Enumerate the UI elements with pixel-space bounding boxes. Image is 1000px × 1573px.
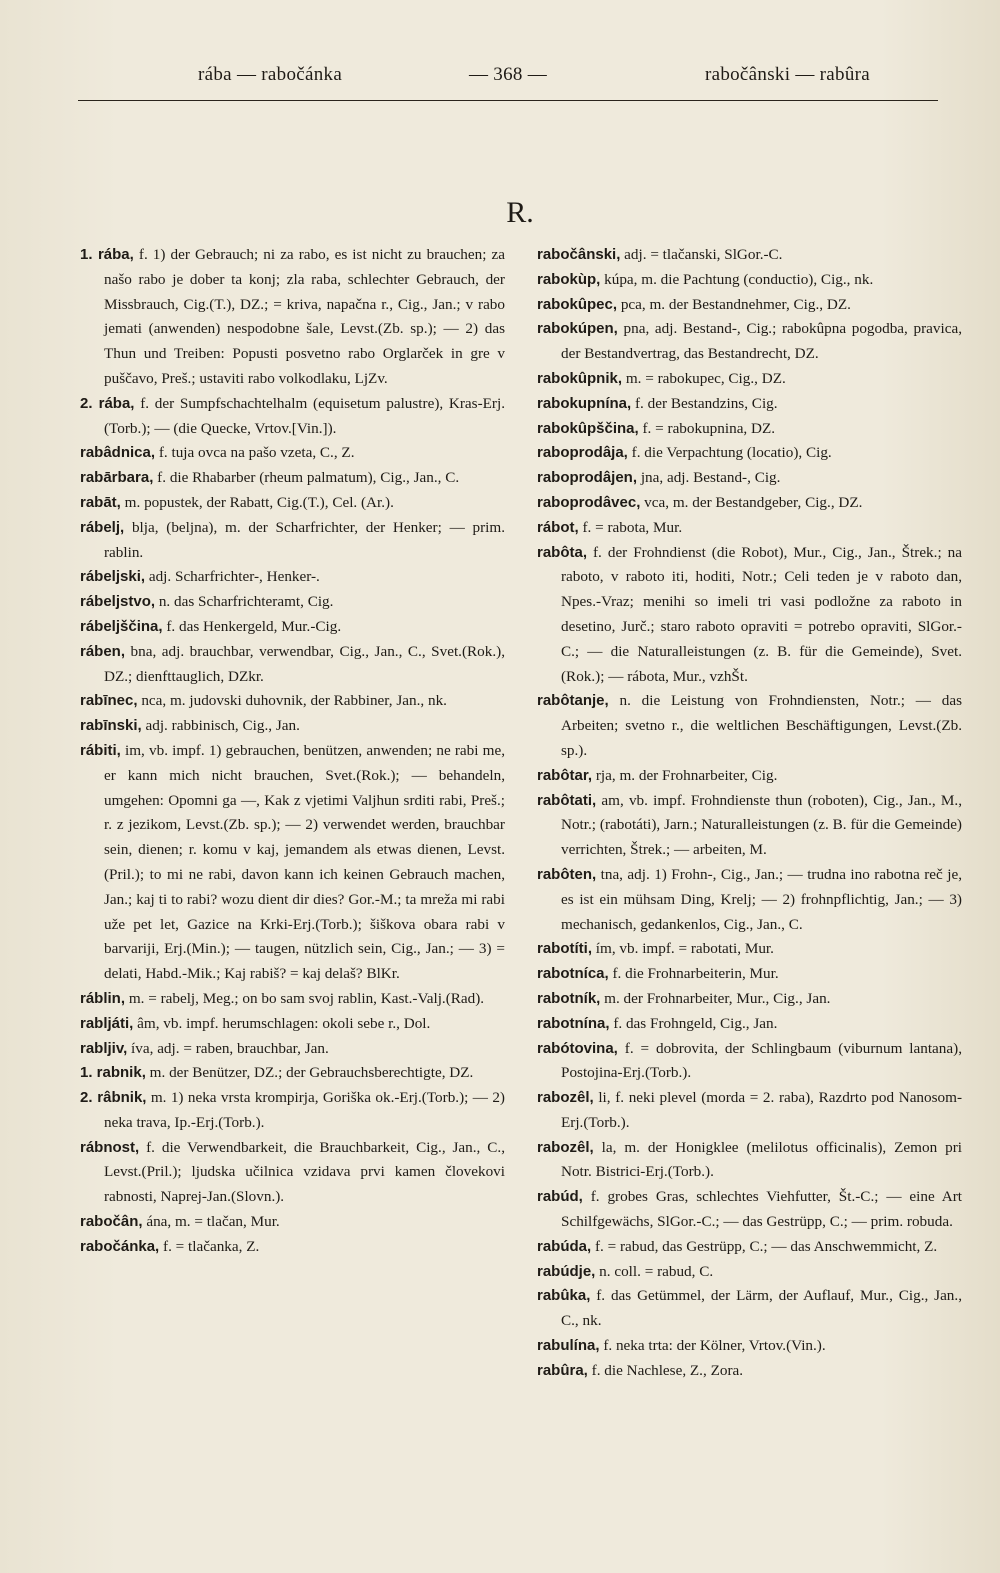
- entry-definition: m. 1) neka vrsta krompirja, Goriška ok.-Erj.(Torb.); — 2) neka trava, Ip.-Erj.(Torb.).: [104, 1089, 505, 1131]
- dictionary-entry: [80, 689, 505, 714]
- entry-definition: pca, m. der Bestandnehmer, Cig., DZ.: [617, 295, 851, 313]
- dictionary-entry: [80, 466, 505, 491]
- dictionary-entry: [537, 466, 962, 491]
- entry-headword: ráblin,: [80, 989, 126, 1007]
- dictionary-entry: [80, 590, 505, 615]
- dictionary-entry: [537, 689, 962, 763]
- dictionary-entry: [80, 392, 505, 442]
- dictionary-entry: [537, 268, 962, 293]
- entry-definition: n. coll. = rabud, C.: [595, 1262, 714, 1280]
- entry-definition: adj. rabbinisch, Cig., Jan.: [141, 717, 300, 735]
- entry-headword: rabokùp,: [537, 270, 601, 288]
- entry-headword: 2. râbnik,: [80, 1089, 147, 1107]
- dictionary-entry: [537, 1284, 962, 1334]
- entry-headword: rabôta,: [537, 543, 588, 561]
- entry-headword: rabulína,: [537, 1337, 600, 1355]
- entry-headword: rábiti,: [80, 741, 121, 759]
- entry-definition: f. grobes Gras, schlechtes Viehfutter, Št.-C.; — eine Art Schilfgewächs, SlGor.-C.; — das Gestrüpp, C.; — prim. robuda.: [561, 1188, 962, 1231]
- dictionary-entry: [537, 1012, 962, 1037]
- dictionary-entry: [537, 1136, 962, 1186]
- entry-headword: rabâdnica,: [80, 444, 156, 462]
- dictionary-entry: [80, 243, 505, 392]
- entry-headword: rabúd,: [537, 1188, 583, 1206]
- right-column: [537, 243, 962, 1384]
- entry-headword: 1. rába,: [80, 246, 134, 263]
- entry-headword: rábeljščina,: [80, 617, 163, 635]
- dictionary-entry: [537, 1359, 962, 1384]
- entry-headword: rábeljski,: [80, 568, 146, 586]
- entry-definition: f. tuja ovca na pašo vzeta, C., Z.: [155, 444, 355, 462]
- entry-headword: rabôtar,: [537, 766, 593, 784]
- entry-headword: raboprodâjen,: [537, 469, 638, 487]
- dictionary-entry: [80, 714, 505, 739]
- entry-headword: ráben,: [80, 642, 126, 660]
- dictionary-entry: [537, 1235, 962, 1260]
- dictionary-entry: [80, 1235, 505, 1260]
- entry-definition: ím, vb. impf. = rabotati, Mur.: [592, 940, 774, 958]
- entry-definition: rja, m. der Frohnarbeiter, Cig.: [592, 766, 778, 784]
- entry-headword: rábnost,: [80, 1138, 140, 1156]
- header-right-guide-words: rabočânski — rabûra: [704, 64, 870, 85]
- dictionary-entry: [537, 962, 962, 987]
- entry-headword: rabokúpen,: [537, 320, 618, 338]
- dictionary-entry: [80, 1086, 505, 1136]
- dictionary-entry: [537, 764, 962, 789]
- entry-headword: rábelj,: [80, 518, 125, 536]
- entry-definition: adj. = tlačanski, SlGor.-C.: [620, 246, 783, 263]
- dictionary-entry: [80, 441, 505, 466]
- dictionary-entry: [537, 1185, 962, 1235]
- entry-definition: f. = rabokupnina, DZ.: [638, 419, 776, 437]
- entry-headword: rabûka,: [537, 1287, 591, 1305]
- entry-definition: f. die Frohnarbeiterin, Mur.: [608, 965, 779, 983]
- entry-definition: ána, m. = tlačan, Mur.: [142, 1213, 280, 1231]
- entry-headword: rabotníca,: [537, 965, 609, 983]
- entry-headword: rabljáti,: [80, 1014, 134, 1032]
- dictionary-entry: [537, 243, 962, 268]
- entry-definition: f. der Sumpfschachtelhalm (equisetum palustre), Kras-Erj.(Torb.); — (die Quecke, Vrtov.[Vin.]).: [104, 394, 505, 437]
- entry-definition: blja, (beljna), m. der Scharfrichter, der Henker; — prim. rablin.: [104, 518, 505, 561]
- entry-definition: bna, adj. brauchbar, verwendbar, Cig., Jan., C., Svet.(Rok.), DZ.; dienfttauglich, DZkr.: [104, 642, 505, 685]
- entry-headword: rabûra,: [537, 1361, 588, 1379]
- entry-definition: f. der Frohndienst (die Robot), Mur., Cig., Jan., Štrek.; na raboto, v raboto iti, hoditi, Notr.; Celi teden je v raboto dan, Npes.-Vraz; menihi so imeli tri vasi podložne za raboto in desetino, Jurč.; staro raboto opraviti = potrebo opraviti, SlGor.-C.; — die Naturalleistungen (z. B. für die Gemeinde), Svet.(Rok.); — rábota, Mur., vzhŠt.: [561, 543, 962, 685]
- entry-headword: 1. rabnik,: [80, 1064, 146, 1082]
- dictionary-entry: [537, 516, 962, 541]
- entry-headword: raboprodâja,: [537, 444, 628, 462]
- entry-headword: 2. rába,: [80, 394, 135, 412]
- dictionary-entry: [537, 293, 962, 318]
- entry-definition: im, vb. impf. 1) gebrauchen, benützen, anwenden; ne rabi me, er kann mich nicht brauchen, Svet.(Rok.); — behandeln, umgehen: Opomni ga —, Kak z vjetimi Valjhun srditi rabi, Preš.; r. z jezikom, Levst.(Zb. sp.); — 2) verwendet werden, brauchbar sein, dienen; r. komu v kaj, jemandem als etwas dienen, Levst.(Pril.); to mi ne rabi, davon kann ich keinen Gebrauch machen, Jan.; kaj ti to rabi? wozu dient dir dies? Gor.-M.; ta mreža mi rabi uže pet let, Gazice na Krki-Erj.(Torb.); šiškova obara rabi v barvariji, Erj.(Min.); — taugen, nützlich sein, Cig., Jan.; — 3) = delati, Habd.-Mik.; Kaj rabiš? = kaj delaš? BlKr.: [104, 741, 505, 983]
- entry-headword: rabúda,: [537, 1237, 592, 1255]
- dictionary-entry: [80, 615, 505, 640]
- dictionary-entry: [537, 863, 962, 937]
- dictionary-entry: [537, 789, 962, 863]
- entry-definition: f. die Verwendbarkeit, die Brauchbarkeit, Cig., Jan., C., Levst.(Pril.); ljudska učilnica vzidava prvi kamen človekovi rabnosti, Naprej-Jan.(Slovn.).: [104, 1138, 505, 1206]
- entry-headword: rabôtanje,: [537, 692, 609, 710]
- entry-headword: rabotnína,: [537, 1014, 610, 1032]
- dictionary-entry: [537, 1037, 962, 1087]
- entry-headword: rabotíti,: [537, 940, 592, 958]
- entry-definition: m. = rabelj, Meg.; on bo sam svoj rablin, Kast.-Valj.(Rad).: [125, 989, 485, 1007]
- dictionary-entry: [80, 987, 505, 1012]
- entry-headword: rabúdje,: [537, 1262, 596, 1280]
- entry-definition: f. = rabota, Mur.: [578, 518, 683, 536]
- dictionary-entry: [537, 491, 962, 516]
- left-column: [80, 243, 505, 1260]
- entry-definition: pna, adj. Bestand-, Cig.; rabokûpna pogodba, pravica, der Bestandvertrag, das Bestandrecht, DZ.: [561, 320, 962, 363]
- dictionary-entry: [80, 516, 505, 566]
- dictionary-entry: [537, 1086, 962, 1136]
- entry-headword: rabozêl,: [537, 1138, 594, 1156]
- entry-headword: rabokûpec,: [537, 295, 618, 313]
- dictionary-entry: [80, 1136, 505, 1210]
- dictionary-entry: [80, 1037, 505, 1062]
- entry-definition: am, vb. impf. Frohndienste thun (roboten), Cig., Jan., M., Notr.; (rabotáti), Jarn.; Naturalleistungen (z. B. für die Gemeinde) verrichten, Štrek.; — arbeiten, M.: [561, 791, 962, 859]
- entry-headword: rabôtati,: [537, 791, 597, 809]
- entry-definition: f. neka trta: der Kölner, Vrtov.(Vin.).: [599, 1337, 826, 1355]
- dictionary-entry: [80, 1061, 505, 1086]
- entry-definition: li, f. neki plevel (morda = 2. raba), Razdrto pod Nanosom-Erj.(Torb.).: [561, 1089, 962, 1131]
- dictionary-entry: [80, 640, 505, 690]
- dictionary-entry: [537, 417, 962, 442]
- dictionary-entry: [537, 441, 962, 466]
- entry-headword: rabôten,: [537, 865, 597, 883]
- entry-definition: adj. Scharfrichter-, Henker-.: [145, 568, 320, 586]
- entry-headword: rabotník,: [537, 989, 601, 1007]
- entry-definition: m. = rabokupec, Cig., DZ.: [622, 369, 786, 387]
- entry-headword: rabārbara,: [80, 469, 154, 487]
- header-rule: [78, 100, 938, 101]
- entry-definition: f. das Henkergeld, Mur.-Cig.: [162, 617, 342, 635]
- entry-definition: n. das Scharfrichteramt, Cig.: [155, 593, 334, 611]
- entry-headword: rábeljstvo,: [80, 593, 156, 611]
- running-header: [78, 64, 938, 90]
- entry-definition: kúpa, m. die Pachtung (conductio), Cig., nk.: [600, 270, 874, 288]
- entry-definition: m. popustek, der Rabatt, Cig.(T.), Cel. (Ar.).: [120, 493, 394, 511]
- entry-definition: f. der Bestandzins, Cig.: [631, 394, 778, 412]
- entry-definition: la, m. der Honigklee (melilotus officinalis), Zemon pri Notr. Bistrici-Erj.(Torb.).: [561, 1138, 962, 1181]
- entry-definition: m. der Frohnarbeiter, Mur., Cig., Jan.: [600, 989, 831, 1007]
- dictionary-entry: [80, 491, 505, 516]
- dictionary-entry: [537, 1334, 962, 1359]
- dictionary-entry: [537, 367, 962, 392]
- entry-headword: rabokûpnik,: [537, 369, 623, 387]
- dictionary-entry: [537, 541, 962, 690]
- entry-headword: rabīnec,: [80, 692, 138, 710]
- dictionary-entry: [537, 392, 962, 417]
- entry-definition: f. die Verpachtung (locatio), Cig.: [627, 444, 832, 462]
- entry-headword: rabočânski,: [537, 246, 621, 263]
- entry-definition: jna, adj. Bestand-, Cig.: [637, 469, 781, 487]
- entry-definition: m. der Benützer, DZ.; der Gebrauchsberechtigte, DZ.: [145, 1064, 474, 1082]
- dictionary-entry: [80, 565, 505, 590]
- entry-headword: rabokûpščina,: [537, 419, 639, 437]
- entry-definition: f. = tlačanka, Z.: [159, 1237, 260, 1255]
- entry-headword: rabočánka,: [80, 1237, 160, 1255]
- entry-definition: vca, m. der Bestandgeber, Cig., DZ.: [640, 493, 863, 511]
- entry-headword: rabokupnína,: [537, 394, 632, 412]
- entry-definition: f. = rabud, das Gestrüpp, C.; — das Anschwemmicht, Z.: [591, 1237, 938, 1255]
- entry-headword: rabīnski,: [80, 717, 142, 735]
- entry-headword: rábot,: [537, 518, 579, 536]
- dictionary-entry: [80, 739, 505, 987]
- entry-headword: rabótovina,: [537, 1039, 618, 1057]
- entry-definition: f. die Rhabarber (rheum palmatum), Cig., Jan., C.: [153, 469, 460, 487]
- entry-headword: raboprodâvec,: [537, 493, 641, 511]
- entry-definition: f. das Getümmel, der Lärm, der Auflauf, Mur., Cig., Jan., C., nk.: [561, 1287, 962, 1330]
- dictionary-entry: [80, 1012, 505, 1037]
- entry-definition: nca, m. judovski duhovnik, der Rabbiner, Jan., nk.: [137, 692, 447, 710]
- entry-definition: f. 1) der Gebrauch; ni za rabo, es ist nicht zu brauchen; za našo rabo je dober ta konj; zla raba, schlechter Gebrauch, der Missbrauch, Cig.(T.), DZ.; = kriva, napačna r., Cig., Jan.; v rabo jemati (anwenden) nespodobne šale, Levst.(Zb. sp.); — 2) das Thun und Treiben: Popusti posvetno rabo Orglarček in gre v puščavo, Preš.; ustaviti rabo volkodlaku, LjZv.: [104, 246, 505, 387]
- dictionary-entry: [80, 1210, 505, 1235]
- entry-headword: rabozêl,: [537, 1089, 594, 1107]
- entry-definition: f. = dobrovita, der Schlingbaum (viburnum lantana), Postojina-Erj.(Torb.).: [561, 1039, 962, 1082]
- entry-headword: rabāt,: [80, 493, 121, 511]
- entry-definition: f. das Frohngeld, Cig., Jan.: [609, 1014, 778, 1032]
- entry-headword: rabljiv,: [80, 1039, 128, 1057]
- page-number: — 368 —: [468, 64, 548, 85]
- entry-definition: n. die Leistung von Frohndiensten, Notr.; — das Arbeiten; svetno r., die weltlichen Beschäftigungen, Levst.(Zb. sp.).: [561, 692, 962, 759]
- header-left-guide-words: rába — rabočánka: [198, 64, 343, 85]
- entry-definition: âm, vb. impf. herumschlagen: okoli sebe r., Dol.: [133, 1014, 431, 1032]
- dictionary-entry: [537, 1260, 962, 1285]
- entry-definition: íva, adj. = raben, brauchbar, Jan.: [127, 1039, 329, 1057]
- dictionary-entry: [537, 937, 962, 962]
- entry-definition: f. die Nachlese, Z., Zora.: [587, 1361, 744, 1379]
- dictionary-entry: [537, 317, 962, 367]
- dictionary-entry: [537, 987, 962, 1012]
- section-letter: R.: [506, 196, 534, 229]
- entry-definition: tna, adj. 1) Frohn-, Cig., Jan.; — trudna ino rabotna reč je, es ist ein mühsam Ding, Krelj; — 2) frohnpflichtig, Jan.; — 3) mechanisch, gedankenlos, Cig., Jan., C.: [561, 865, 962, 933]
- entry-headword: rabočân,: [80, 1213, 143, 1231]
